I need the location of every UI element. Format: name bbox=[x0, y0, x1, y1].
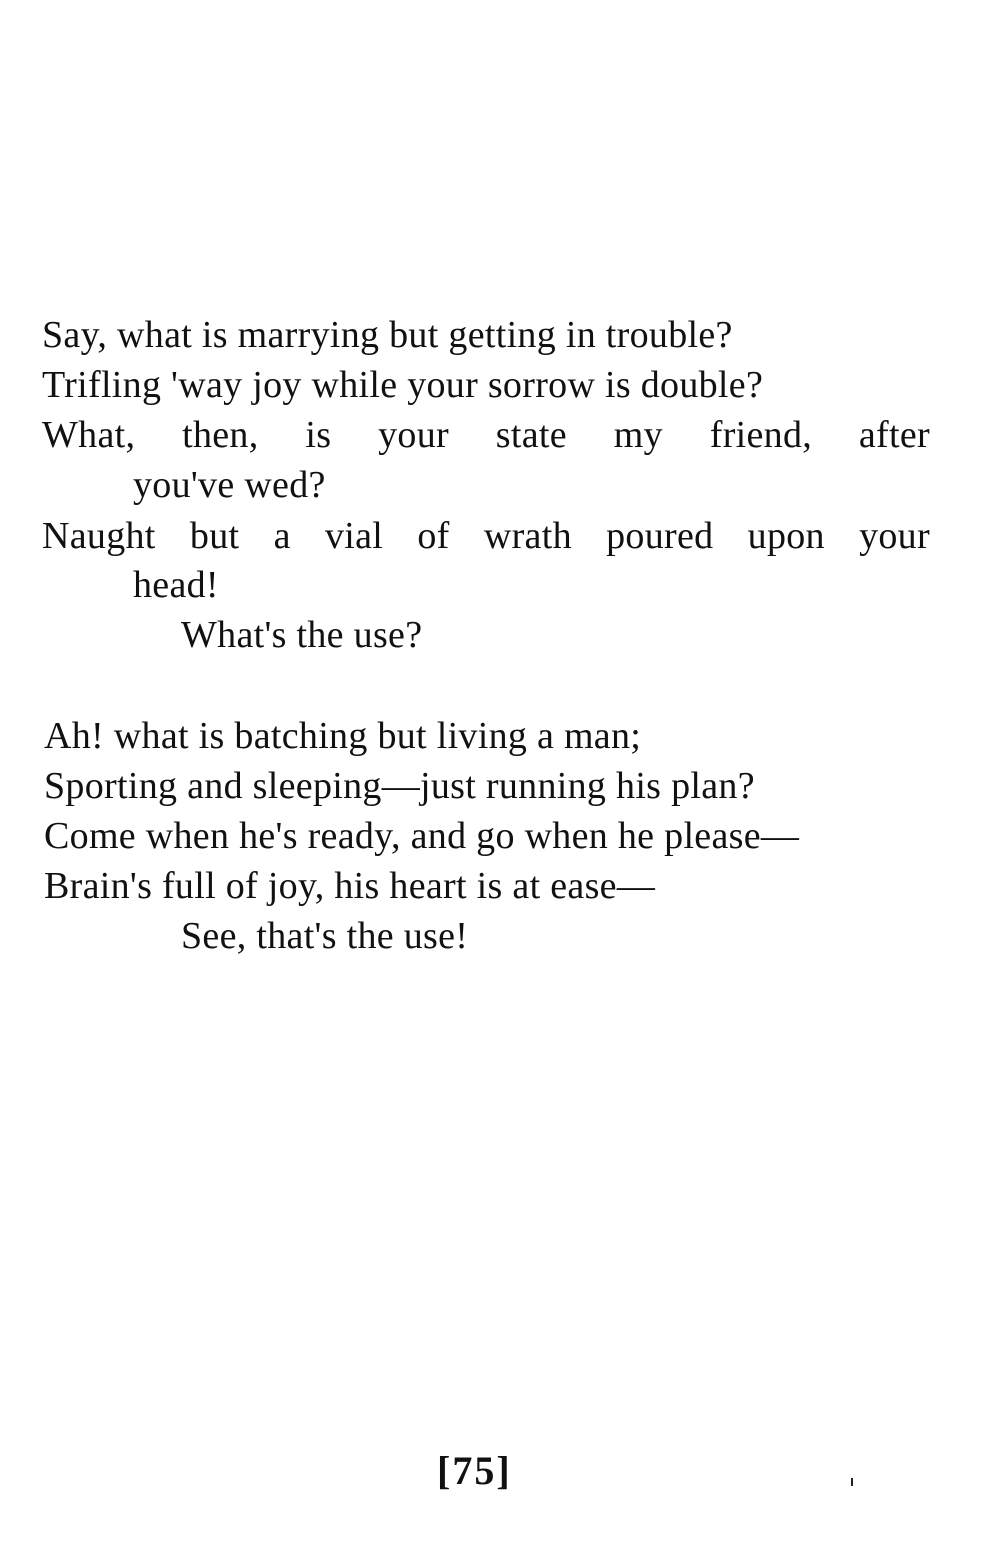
stanza2-line4: Brain's full of joy, his heart is at ease— bbox=[44, 865, 656, 907]
stanza2-line3: Come when he's ready, and go when he please— bbox=[44, 815, 800, 857]
word: your bbox=[378, 414, 449, 456]
word: poured bbox=[606, 515, 714, 557]
stanza1-line4 bbox=[42, 512, 930, 560]
word: wrath bbox=[483, 515, 572, 557]
stanza1-refrain: What's the use? bbox=[181, 614, 423, 656]
page-number: [75] bbox=[437, 1448, 512, 1493]
word: upon bbox=[747, 515, 825, 557]
word: your bbox=[859, 515, 930, 557]
word: then, bbox=[182, 414, 259, 456]
word: of bbox=[417, 515, 450, 557]
word: is bbox=[305, 414, 332, 456]
word: after bbox=[858, 414, 930, 456]
stanza1-line1: Say, what is marrying but getting in trouble? bbox=[42, 314, 733, 356]
stanza1-line2: Trifling 'way joy while your sorrow is double? bbox=[42, 364, 764, 406]
stanza2-line2: Sporting and sleeping—just running his plan? bbox=[44, 765, 755, 807]
stanza2-refrain: See, that's the use! bbox=[181, 915, 469, 957]
stanza1-line3 bbox=[42, 411, 930, 459]
word: Naught bbox=[42, 515, 156, 557]
word: a bbox=[273, 515, 291, 557]
stanza1-line4-continuation: head! bbox=[133, 564, 219, 606]
word: vial bbox=[324, 515, 384, 557]
word: but bbox=[189, 515, 240, 557]
word: state bbox=[495, 414, 567, 456]
word: my bbox=[613, 414, 663, 456]
word: What, bbox=[42, 414, 136, 456]
stanza1-line3-continuation: you've wed? bbox=[133, 464, 326, 506]
stanza2-line1: Ah! what is batching but living a man; bbox=[44, 715, 642, 757]
word: friend, bbox=[709, 414, 813, 456]
print-speck bbox=[851, 1478, 853, 1486]
